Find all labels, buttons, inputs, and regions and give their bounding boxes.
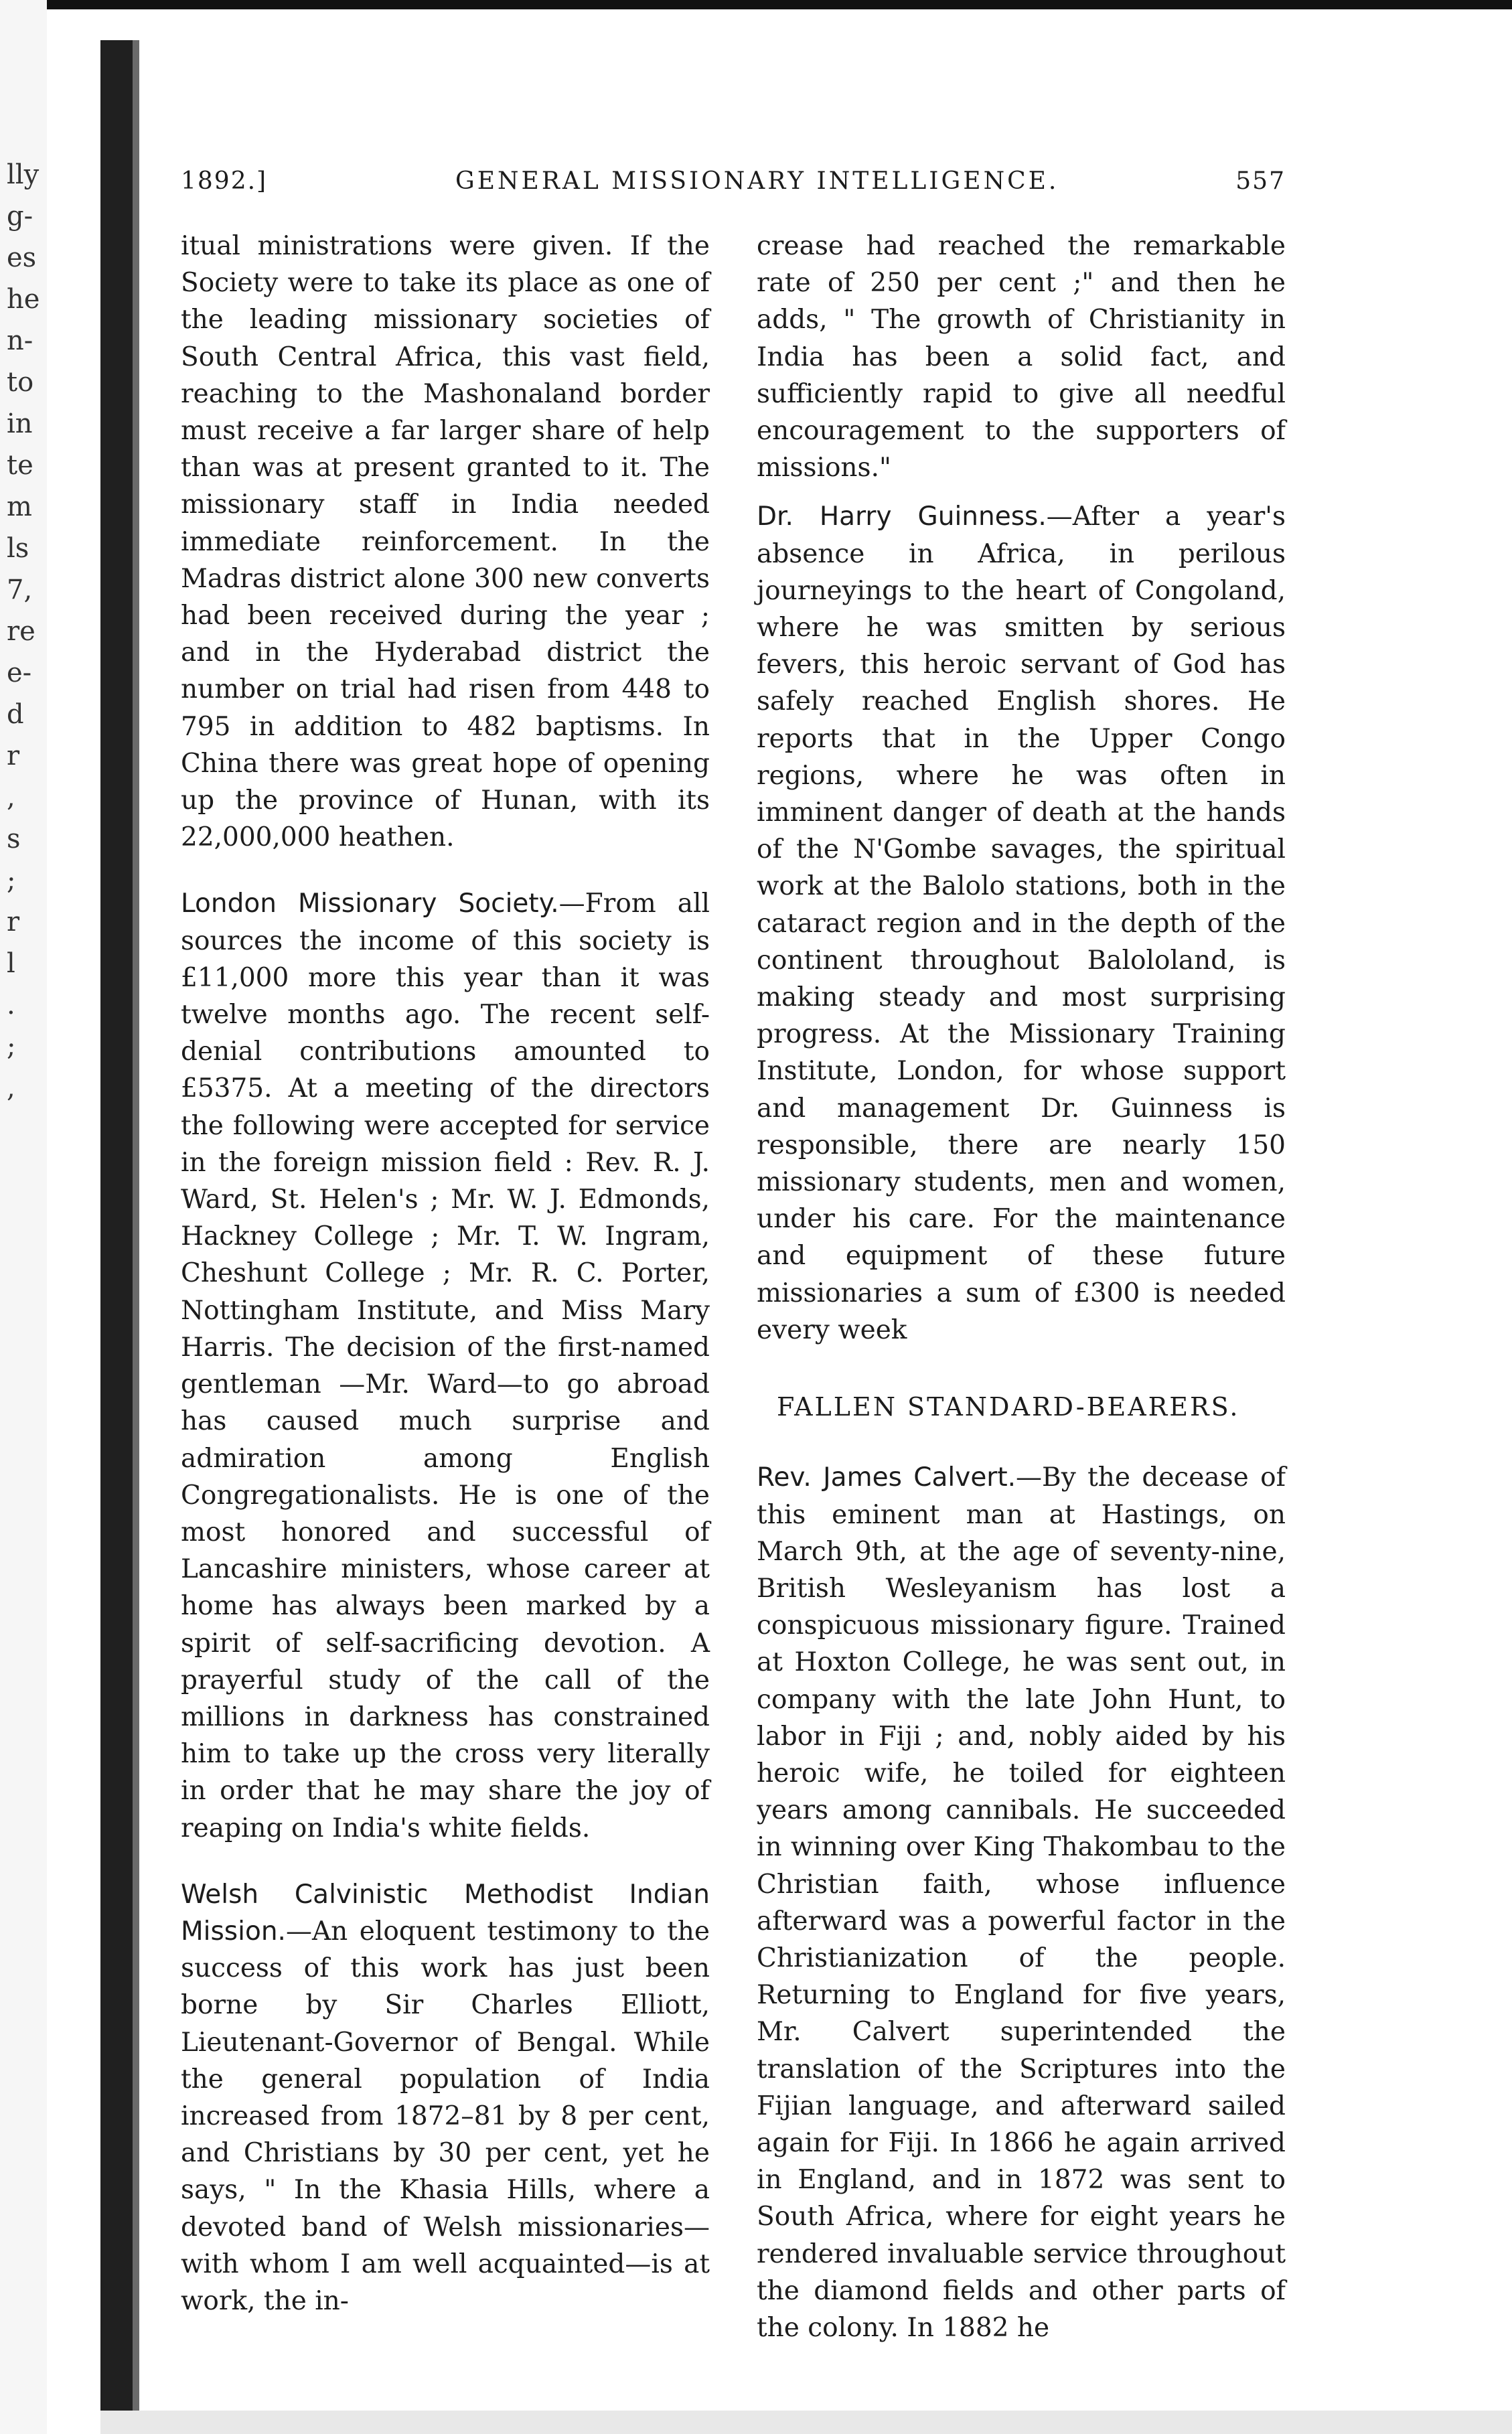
section-heading-guinness: Dr. Harry Guinness. bbox=[757, 502, 1047, 532]
facing-page-margin-fragments bbox=[7, 154, 54, 1109]
margin-fragment: r bbox=[7, 741, 20, 771]
margin-fragment: lly bbox=[7, 159, 40, 190]
margin-fragment: r bbox=[7, 907, 20, 937]
scan-bottom-edge bbox=[100, 2411, 1512, 2434]
page-number: 557 bbox=[1235, 167, 1286, 195]
margin-fragment: s bbox=[7, 824, 21, 854]
margin-fragment: es bbox=[7, 242, 37, 273]
header-year: 1892.] bbox=[181, 167, 268, 195]
calvert-text: —By the decease of this eminent man at Hastings, on March 9th, at the age of seventy-nine, British Wesleyanism has lost a conspicuous missionary figure. Trained at Hoxton College, he was sent out, in company with the late John Hunt, to labor in Fiji ; and, nobly aided by his heroic wife, he toiled for eighteen years among cannibals. He succeeded in winning over King Thakombau to the Christian faith, whose influence afterward was a powerful factor in the Christianization of the people. Returning to England for five years, Mr. Calvert superintended the translation of the Scriptures into the Fijian language, and afterward sailed again for Fiji. In 1866 he again arrived in England, and in 1872 was sent to South Africa, where for eight years he rendered invaluable service throughout the diamond fields and other parts of the colony. In 1882 he bbox=[757, 1462, 1286, 2343]
left-column bbox=[181, 228, 710, 2319]
section-heading-calvert: Rev. James Calvert. bbox=[757, 1462, 1016, 1493]
right-column bbox=[757, 228, 1286, 2346]
paragraph-harry-guinness bbox=[757, 498, 1286, 1349]
margin-fragment: ls bbox=[7, 533, 29, 564]
guinness-text: —After a year's absence in Africa, in perilous journeyings to the heart of Congoland, where he was smitten by serious fevers, this heroic servant of God has safely reached English shores. He reports that in the Upper Congo regions, where he was often in imminent danger of death at the hands of the N'Gombe savages, the spiritual work at the Balolo stations, both in the cataract region and in the depth of the continent throughout Balololand, is making steady and most surprising progress. At the Missionary Training Institute, London, for whose support and management Dr. Guinness is responsible, there are nearly 150 missionary students, men and women, under his care. For the maintenance and equipment of these future missionaries a sum of £300 is needed every week bbox=[757, 502, 1286, 1345]
margin-fragment: m bbox=[7, 491, 32, 522]
margin-fragment: , bbox=[7, 782, 15, 813]
margin-fragment: d bbox=[7, 699, 24, 730]
section-title-fallen-standard-bearers: FALLEN STANDARD-BEARERS. bbox=[777, 1392, 1240, 1422]
header-title: GENERAL MISSIONARY INTELLIGENCE. bbox=[455, 167, 1059, 195]
margin-fragment: . bbox=[7, 990, 15, 1020]
paragraph-continued: itual ministrations were given. If the Society were to take its place as one of the leading missionary societies of South Central Africa, this vast field, reaching to the Mashonaland border must receive a far larger share of help than was at present granted to it. The missionary staff in India needed immediate reinforcement. In the Madras district alone 300 new converts had been received during the year ; and in the Hyderabad district the number on trial had risen from 448 to 795 in addition to 482 baptisms. In China there was great hope of opening up the province of Hunan, with its 22,000,000 heathen. bbox=[181, 231, 710, 853]
margin-fragment: ; bbox=[7, 865, 16, 896]
scan-top-edge bbox=[0, 0, 1512, 9]
section-heading-lms: London Missionary Society. bbox=[181, 889, 559, 919]
margin-fragment: e- bbox=[7, 658, 32, 688]
paragraph-london-missionary-society bbox=[181, 885, 710, 1846]
margin-fragment: re bbox=[7, 616, 35, 647]
lms-text: —From all sources the income of this society is £11,000 more this year than it was twelve months ago. The recent self-denial contributions amounted to £5375. At a meeting of the directors the following were accepted for service in the foreign mission field : Rev. R. J. Ward, St. Helen's ; Mr. W. J. Edmonds, Hackney College ; Mr. T. W. Ingram, Cheshunt College ; Mr. R. C. Porter, Nottingham Institute, and Miss Mary Harris. The decision of the first-named gentleman —Mr. Ward—to go abroad has caused much surprise and admiration among English Congregationalists. He is one of the most honored and successful of Lancashire ministers, whose career at home has always been marked by a spirit of self-sacrificing devotion. A prayerful study of the call of the millions in darkness has constrained him to take up the cross very literally in order that he may share the joy of reaping on India's white fields. bbox=[181, 889, 710, 1843]
paragraph-welsh-mission bbox=[181, 1876, 710, 2319]
margin-fragment: , bbox=[7, 1073, 15, 1104]
running-header bbox=[181, 167, 1286, 208]
paragraph-continued-right: crease had reached the remarkable rate of 250 per cent ;" and then he adds, " The growth of Christianity in India has been a solid fact, and sufficiently rapid to give all needful encouragement to the supporters of missions." bbox=[757, 231, 1286, 483]
book-gutter-shadow bbox=[100, 40, 133, 2424]
margin-fragment: g- bbox=[7, 201, 33, 232]
book-gutter-edge bbox=[133, 40, 139, 2424]
margin-fragment: to bbox=[7, 367, 34, 398]
paragraph-james-calvert bbox=[757, 1459, 1286, 2346]
margin-fragment: te bbox=[7, 450, 33, 481]
margin-fragment: l bbox=[7, 948, 15, 979]
margin-fragment: 7, bbox=[7, 575, 33, 605]
margin-fragment: in bbox=[7, 408, 33, 439]
margin-fragment: ; bbox=[7, 1031, 16, 1062]
margin-fragment: n- bbox=[7, 325, 33, 356]
margin-fragment: he bbox=[7, 284, 40, 315]
section-heading-welsh: Welsh Calvinistic Methodist Indian Mission. bbox=[181, 1879, 710, 1947]
welsh-text: —An eloquent testimony to the success of this work has just been borne by Sir Charles Elliott, Lieutenant-Governor of Bengal. While the general population of India increased from 1872–81 by 8 per cent, and Christians by 30 per cent, yet he says, " In the Khasia Hills, where a devoted band of Welsh missionaries—with whom I am well acquainted—is at work, the in- bbox=[181, 1916, 710, 2316]
